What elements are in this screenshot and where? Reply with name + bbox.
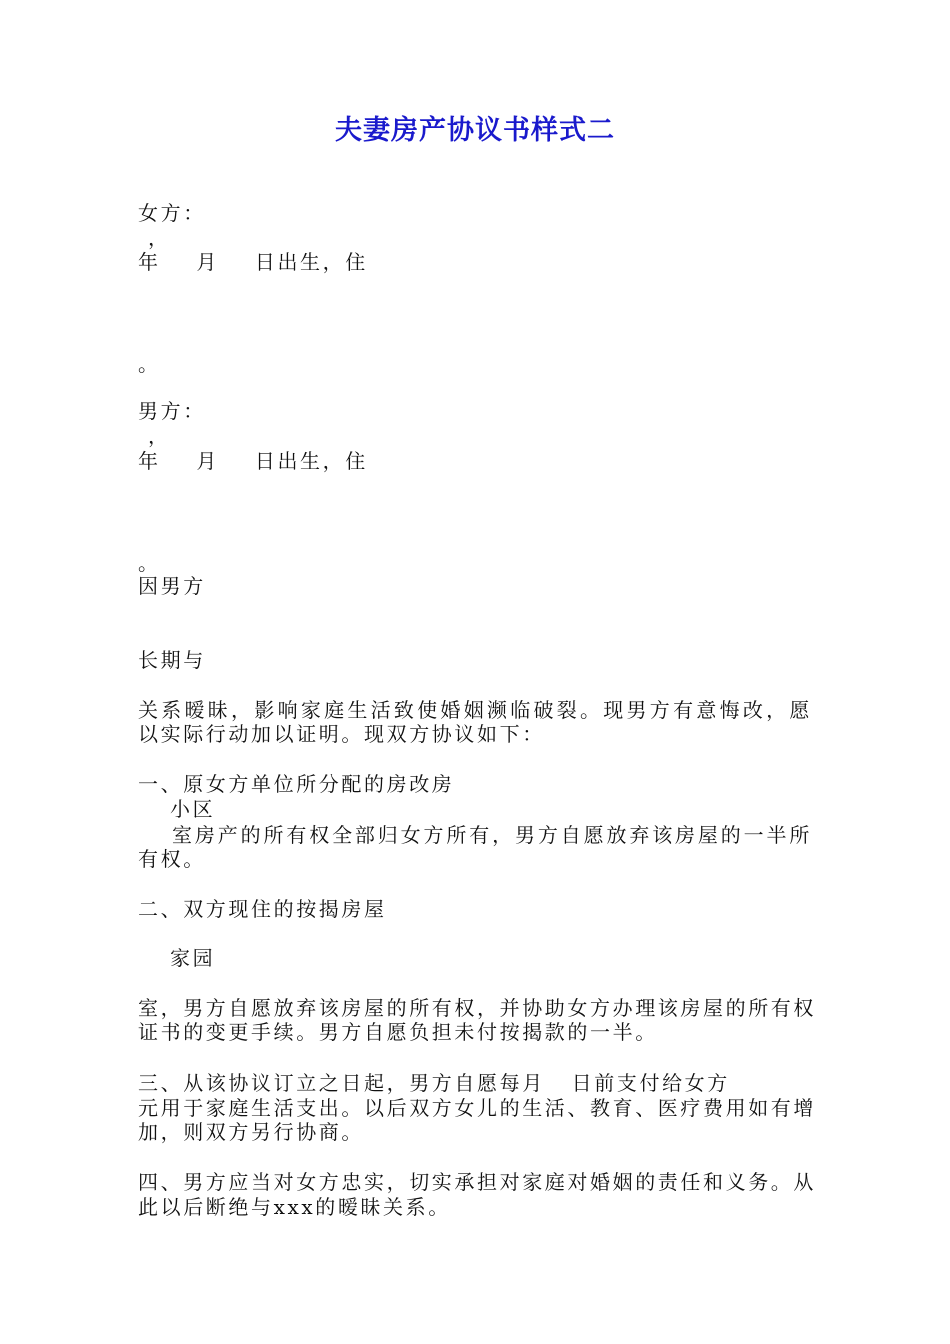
male-period: 。 — [138, 551, 161, 575]
clause-3-line-1: 三、从该协议订立之日起，男方自愿每月 日前支付给女方 — [138, 1071, 730, 1095]
document-title: 夫妻房产协议书样式二 — [335, 115, 615, 146]
clause-1-line-3: 室房产的所有权全部归女方所有，男方自愿放弃该房屋的一半所 — [172, 823, 812, 847]
long-term-line: 长期与 — [138, 648, 206, 672]
clause-1-line-4: 有权。 — [138, 847, 206, 871]
female-period: 。 — [138, 352, 161, 376]
male-comma: ， — [148, 424, 171, 448]
clause-4-line-1: 四、男方应当对女方忠实，切实承担对家庭对婚姻的责任和义务。从 — [138, 1170, 816, 1194]
clause-2-line-3: 室，男方自愿放弃该房屋的所有权，并协助女方办理该房屋的所有权 — [138, 996, 816, 1020]
female-birth-line: 年 月 日出生，住 — [138, 250, 368, 274]
male-label: 男方： — [138, 399, 206, 423]
clause-2-line-4: 证书的变更手续。男方自愿负担未付按揭款的一半。 — [138, 1020, 658, 1044]
female-comma: ， — [148, 226, 171, 250]
male-birth-line: 年 月 日出生，住 — [138, 449, 368, 473]
cause-line: 因男方 — [138, 574, 206, 598]
clause-1-line-1: 一、原女方单位所分配的房改房 — [138, 772, 455, 796]
clause-3-line-3: 加，则双方另行协商。 — [138, 1120, 364, 1144]
clause-1-line-2: 小区 — [170, 797, 216, 821]
clause-4-line-2: 此以后断绝与xxx的暧昧关系。 — [138, 1195, 451, 1219]
relation-line-1: 关系暧昧，影响家庭生活致使婚姻濒临破裂。现男方有意悔改，愿 — [138, 698, 812, 722]
relation-line-2: 以实际行动加以证明。现双方协议如下： — [138, 722, 545, 746]
clause-3-line-2: 元用于家庭生活支出。以后双方女儿的生活、教育、医疗费用如有增 — [138, 1096, 816, 1120]
female-label: 女方： — [138, 201, 206, 225]
clause-2-line-2: 家园 — [170, 946, 216, 970]
clause-2-line-1: 二、双方现住的按揭房屋 — [138, 897, 387, 921]
